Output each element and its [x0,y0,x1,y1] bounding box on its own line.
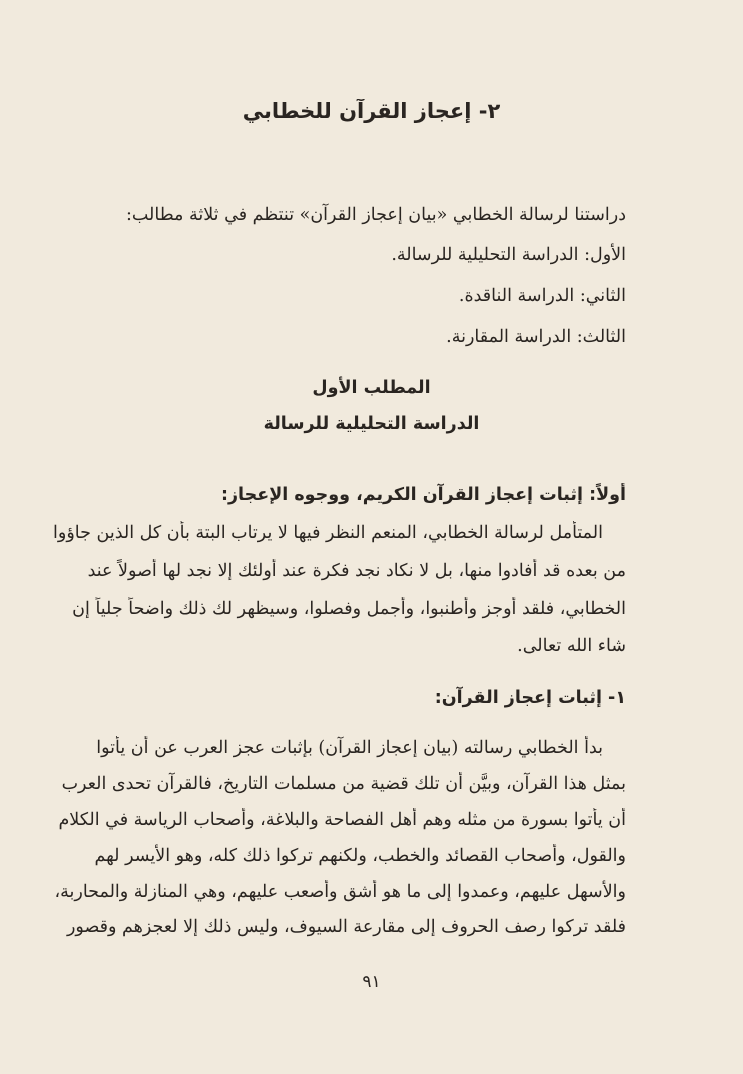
intro-paragraph: دراستنا لرسالة الخطابي «بيان إعجاز القرآن» تنتظم في ثلاثة مطالب: [125,205,626,225]
paragraph-line: المتأمل لرسالة الخطابي، المنعم النظر فيها لا يرتاب البتة بأن كل الذين جاؤوا [53,523,603,543]
paragraph-line: بمثل هذا القرآن، وبيَّن أن تلك قضية من مسلمات التاريخ، فالقرآن تحدى العرب [61,774,626,794]
paragraph-line: والأسهل عليهم، وعمدوا إلى ما هو أشق وأصعب عليهم، وهي المنازلة والمحاربة، [54,882,626,902]
paragraph-line: أن يأتوا بسورة من مثله وهم أهل الفصاحة والبلاغة، وأصحاب الرياسة في الكلام [58,810,626,830]
paragraph-line: من بعده قد أفادوا منها، بل لا نكاد نجد فكرة عند أولئك إلا نجد لها أصولاً عند [87,561,626,581]
paragraph-line: الخطابي، فلقد أوجز وأطنبوا، وأجمل وفصلوا، وسيظهر لك ذلك واضحاً جلياً إن [72,599,626,619]
chapter-heading: ٢- إعجاز القرآن للخطابي [242,99,501,123]
page-number: ٩١ [362,972,381,992]
intro-item-1: الأول: الدراسة التحليلية للرسالة. [391,245,626,265]
section-title: المطلب الأول [312,378,431,398]
paragraph-line: فلقد تركوا رصف الحروف إلى مقارعة السيوف، وليس ذلك إلا لعجزهم وقصور [66,917,626,937]
paragraph-line: شاء الله تعالى. [517,636,626,656]
intro-item-2: الثاني: الدراسة الناقدة. [458,286,626,306]
paragraph-line: والقول، وأصحاب القصائد والخطب، ولكنهم تركوا ذلك كله، وهو الأيسر لهم [94,846,626,866]
subsection-heading: ١- إثبات إعجاز القرآن: [434,688,626,708]
paragraph-line: بدأ الخطابي رسالته (بيان إعجاز القرآن) بإثبات عجز العرب عن أن يأتوا [96,738,603,758]
intro-item-3: الثالث: الدراسة المقارنة. [446,327,626,347]
section-subtitle: الدراسة التحليلية للرسالة [263,414,480,434]
subsection-heading: أولاً: إثبات إعجاز القرآن الكريم، ووجوه الإعجاز: [220,485,626,505]
